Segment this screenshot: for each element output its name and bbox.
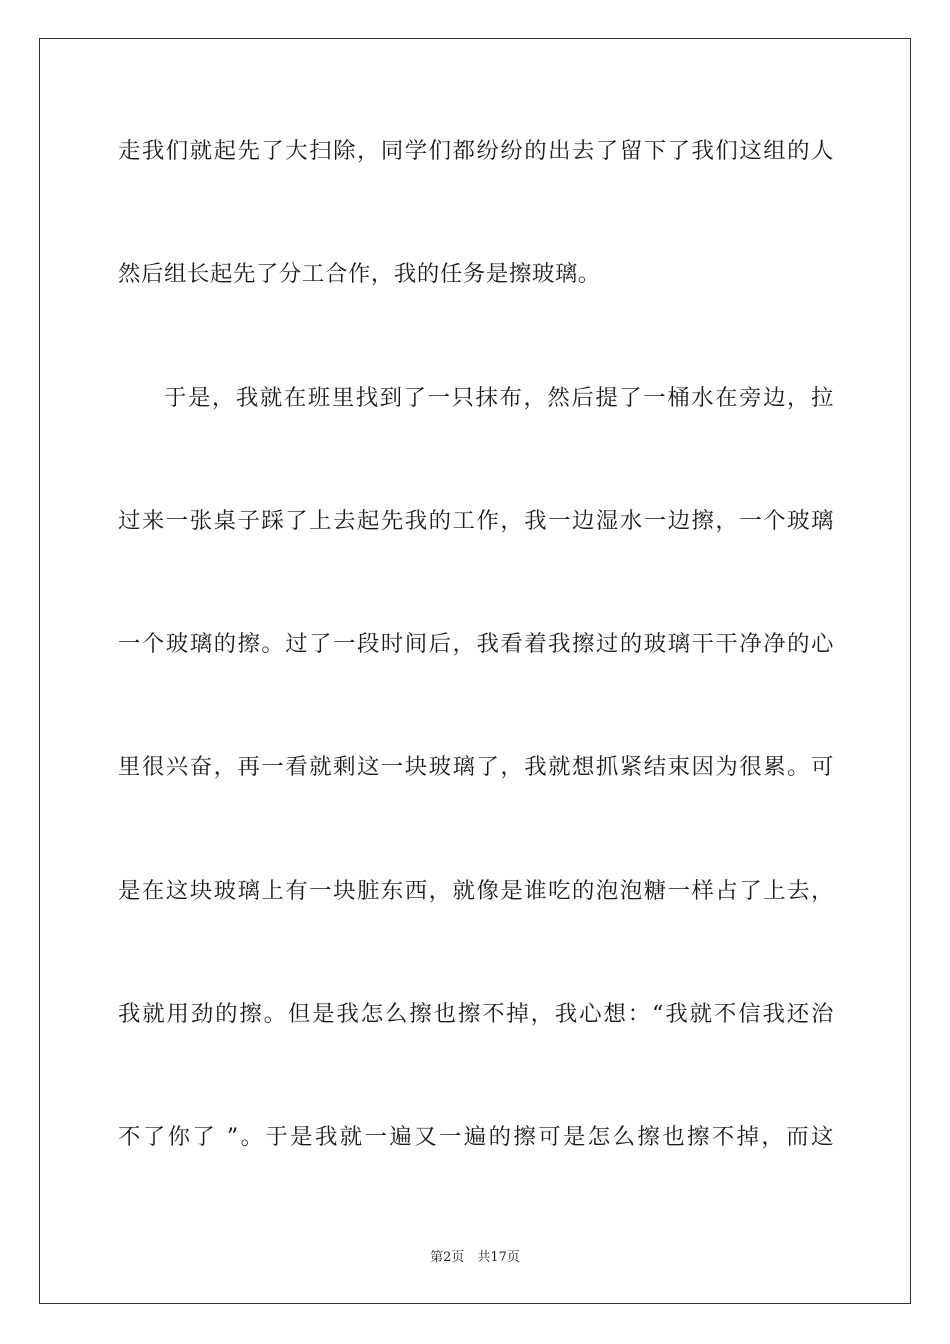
- text-line-2: 然后组长起先了分工合作，我的任务是擦玻璃。: [118, 261, 601, 288]
- text-line-6: 里很兴奋，再一看就剩这一块玻璃了，我就想抓紧结束因为很累。可: [118, 754, 834, 781]
- text-line-3: 于是，我就在班里找到了一只抹布，然后提了一桶水在旁边，拉: [164, 384, 834, 411]
- text-line-1: 走我们就起先了大扫除，同学们都纷纷的出去了留下了我们这组的人: [118, 138, 834, 164]
- text-line-7: 是在这块玻璃上有一块脏东西，就像是谁吃的泡泡糖一样占了上去，: [118, 877, 834, 904]
- text-line-9: 不了你了 ”。于是我就一遍又一遍的擦可是怎么擦也擦不掉，而这: [118, 1124, 834, 1151]
- text-line-5: 一个玻璃的擦。过了一段时间后，我看着我擦过的玻璃干干净净的心: [118, 631, 834, 658]
- text-line-8: 我就用劲的擦。但是我怎么擦也擦不掉，我心想：“我就不信我还治: [118, 1001, 834, 1028]
- page-number-footer: 第2页 共17页: [430, 1250, 520, 1265]
- text-line-4: 过来一张桌子踩了上去起先我的工作，我一边湿水一边擦，一个玻璃: [118, 507, 834, 534]
- document-body: [118, 124, 834, 1234]
